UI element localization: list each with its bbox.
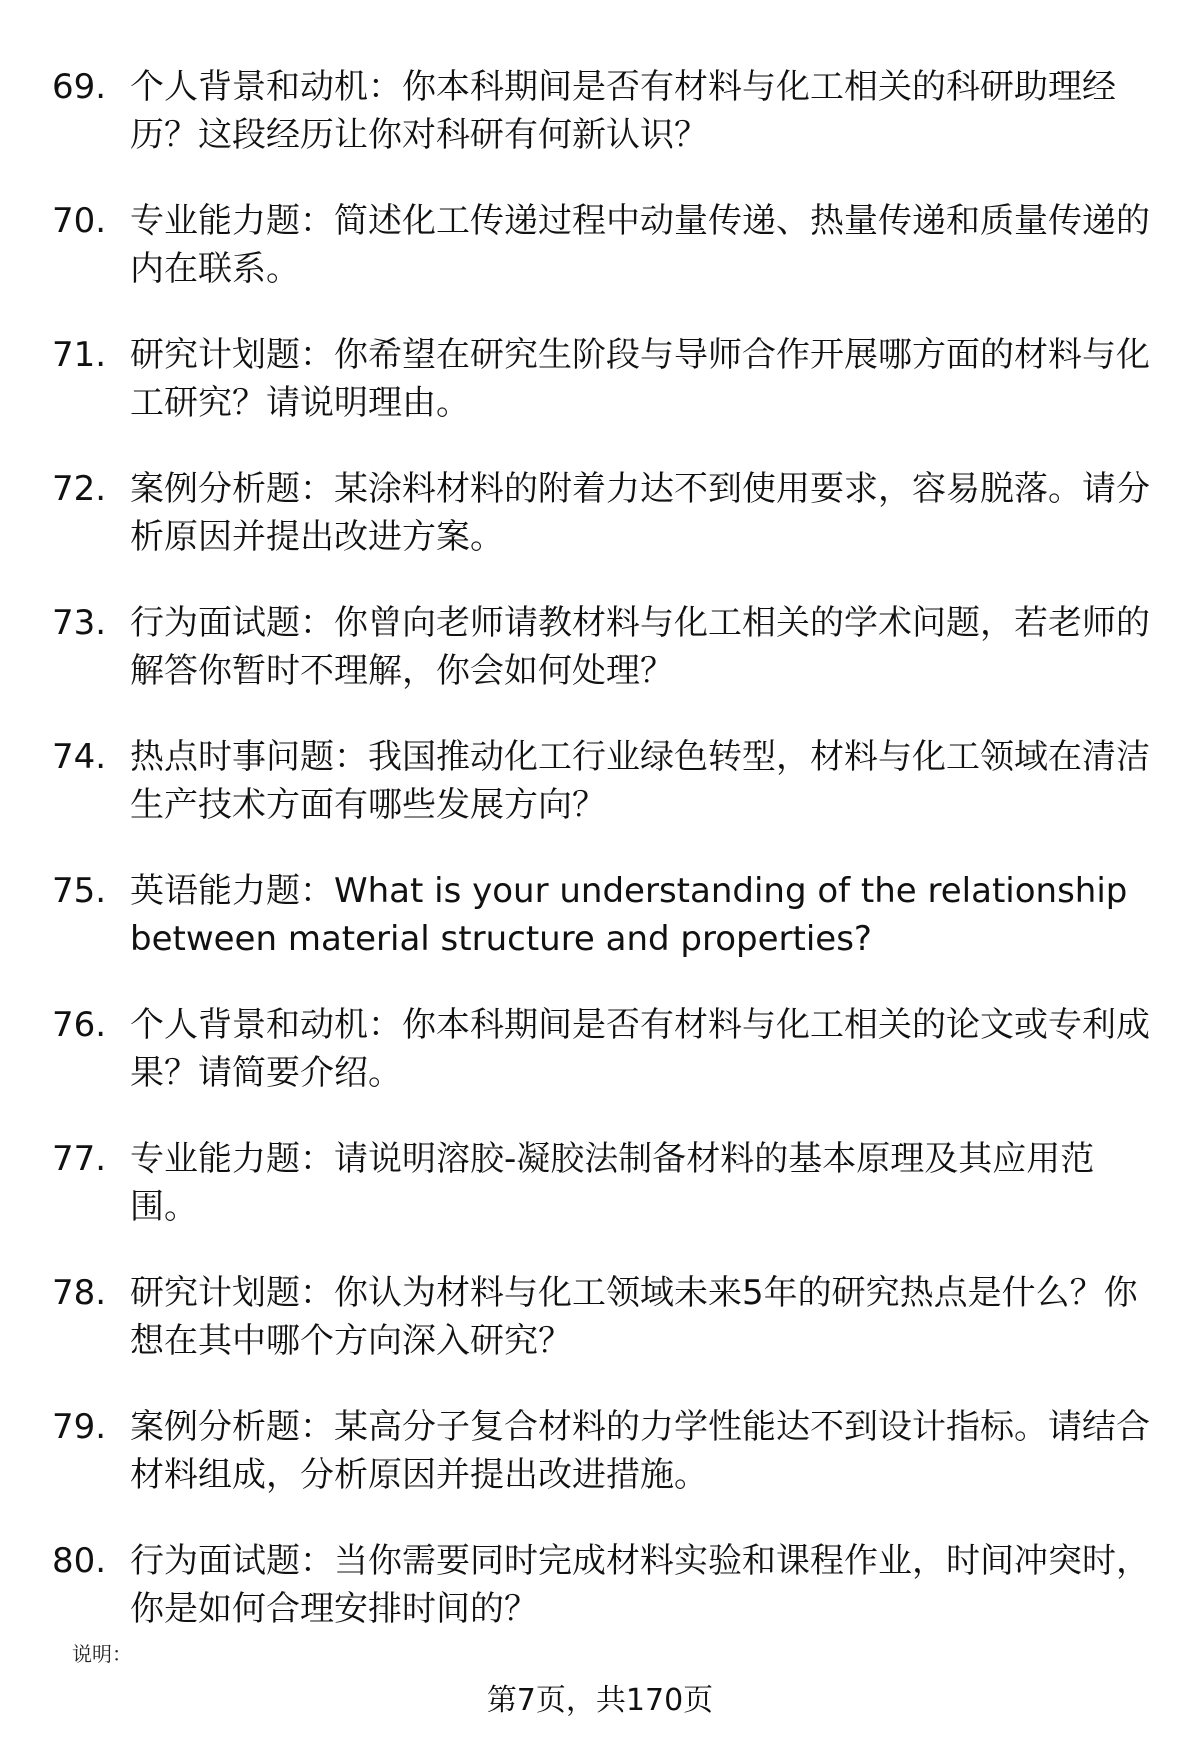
question-number: 72. [52,469,107,509]
question-item [52,331,1152,465]
question-item [52,1537,1152,1671]
question-item [52,197,1152,331]
question-item [52,1403,1152,1537]
question-text: 行为面试题：当你需要同时完成材料实验和课程作业，时间冲突时，你是如何合理安排时间的？ [130,1541,1150,1629]
question-text: 英语能力题：What is your understanding of the relationship between material structure and properties? [130,871,1128,959]
question-number: 70. [52,201,107,241]
question-text: 研究计划题：你认为材料与化工领域未来5年的研究热点是什么？你想在其中哪个方向深入研究？ [130,1273,1138,1361]
question-number: 77. [52,1139,107,1179]
question-item [52,1001,1152,1135]
question-number: 79. [52,1407,107,1447]
question-item [52,465,1152,599]
question-number: 71. [52,335,107,375]
question-item [52,733,1152,867]
question-number: 78. [52,1273,107,1313]
question-number: 76. [52,1005,107,1045]
question-list [52,63,1152,1671]
question-item [52,867,1152,1001]
note-label: 说明： [72,1642,132,1666]
page-footer: 第7页，共170页 [486,1683,714,1718]
question-text: 个人背景和动机：你本科期间是否有材料与化工相关的科研助理经历？这段经历让你对科研有何新认识？ [130,67,1116,155]
question-number: 69. [52,67,107,107]
question-item [52,63,1152,197]
question-text: 专业能力题：请说明溶胶-凝胶法制备材料的基本原理及其应用范围。 [130,1139,1095,1227]
question-item [52,1135,1152,1269]
question-number: 74. [52,737,107,777]
question-text: 案例分析题：某高分子复合材料的力学性能达不到设计指标。请结合材料组成，分析原因并提出改进措施。 [130,1407,1150,1495]
question-text: 研究计划题：你希望在研究生阶段与导师合作开展哪方面的材料与化工研究？请说明理由。 [130,335,1150,423]
question-text: 热点时事问题：我国推动化工行业绿色转型，材料与化工领域在清洁生产技术方面有哪些发展方向？ [130,737,1150,825]
question-number: 73. [52,603,107,643]
question-text: 专业能力题：简述化工传递过程中动量传递、热量传递和质量传递的内在联系。 [130,201,1150,289]
question-number: 80. [52,1541,107,1581]
question-item [52,599,1152,733]
question-text: 案例分析题：某涂料材料的附着力达不到使用要求，容易脱落。请分析原因并提出改进方案。 [130,469,1150,557]
question-text: 行为面试题：你曾向老师请教材料与化工相关的学术问题，若老师的解答你暂时不理解，你会如何处理？ [130,603,1150,691]
question-item [52,1269,1152,1403]
question-number: 75. [52,871,107,911]
question-text: 个人背景和动机：你本科期间是否有材料与化工相关的论文或专利成果？请简要介绍。 [130,1005,1150,1093]
